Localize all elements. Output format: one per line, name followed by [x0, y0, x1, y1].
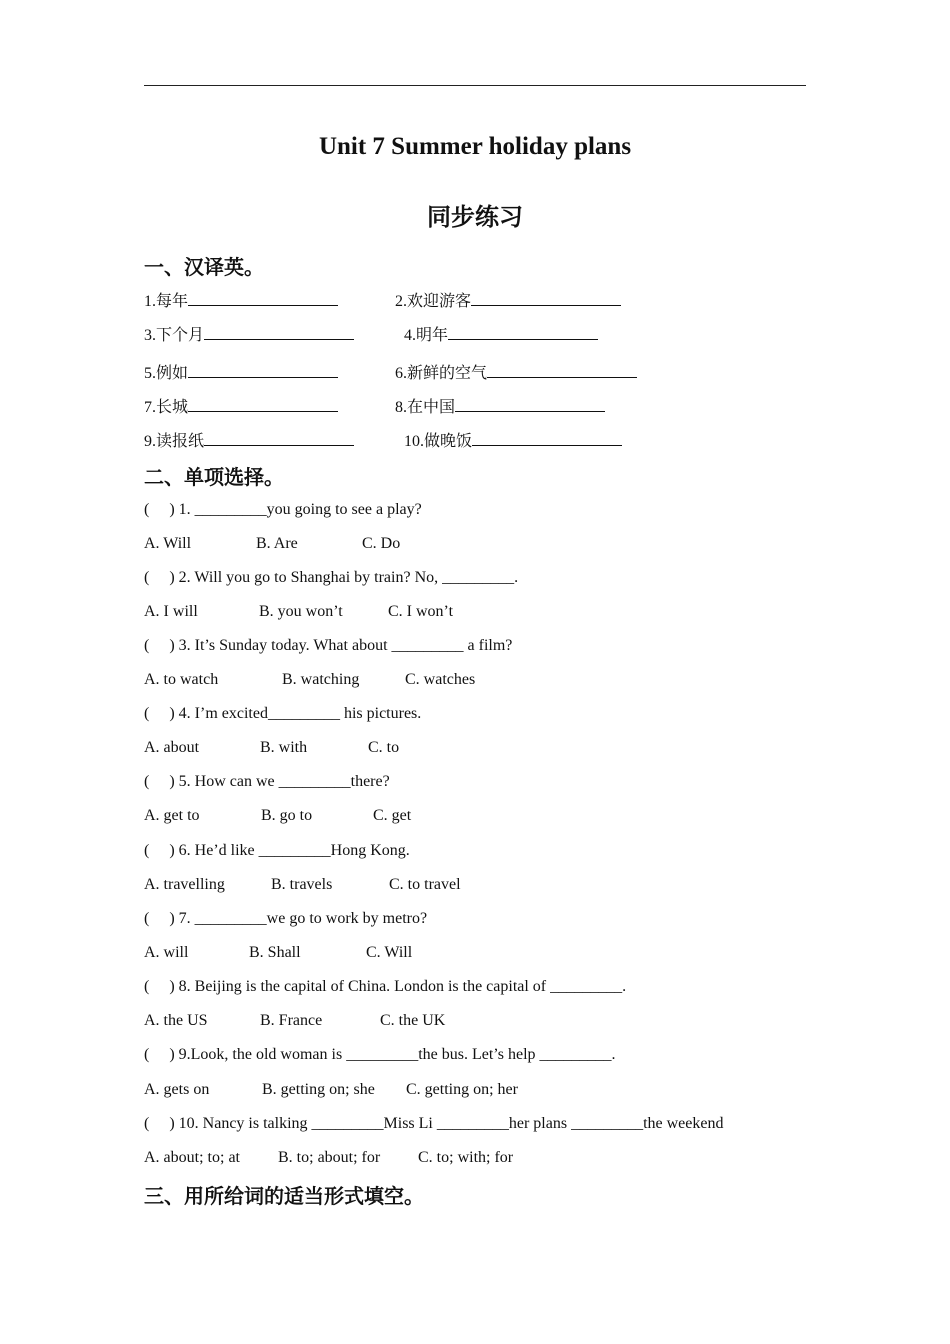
option-a[interactable]: A. I will	[144, 603, 198, 620]
option-b[interactable]: B. watching	[282, 671, 360, 688]
section-heading-fill-in: 三、用所给词的适当形式填空。	[144, 1184, 424, 1208]
question-5: ( ) 5. How can we _________there?	[144, 773, 390, 790]
option-c[interactable]: C. I won’t	[388, 603, 454, 620]
answer-blank[interactable]	[204, 323, 354, 340]
section-heading-translation: 一、汉译英。	[144, 255, 264, 279]
question-8: ( ) 8. Beijing is the capital of China. London is the capital of _________.	[144, 978, 627, 995]
translation-item: 2.欢迎游客	[395, 289, 621, 312]
translation-item: 8.在中国	[395, 395, 605, 418]
answer-blank[interactable]	[188, 289, 338, 306]
option-a[interactable]: A. get to	[144, 807, 200, 824]
option-c[interactable]: C. watches	[405, 671, 476, 688]
translation-item: 6.新鲜的空气	[395, 361, 637, 384]
option-b[interactable]: B. Are	[256, 535, 298, 552]
option-c[interactable]: C. to; with; for	[418, 1149, 514, 1166]
question-10: ( ) 10. Nancy is talking _________Miss Li _________her plans _________the weekend	[144, 1115, 724, 1132]
option-c[interactable]: C. getting on; her	[406, 1081, 518, 1098]
option-b[interactable]: B. Shall	[249, 944, 301, 961]
option-b[interactable]: B. with	[260, 739, 308, 756]
answer-blank[interactable]	[204, 429, 354, 446]
translation-item: 9.读报纸	[144, 429, 354, 452]
translation-item: 1.每年	[144, 289, 338, 312]
option-b[interactable]: B. getting on; she	[262, 1081, 375, 1098]
translation-item: 10.做晚饭	[404, 429, 622, 452]
answer-blank[interactable]	[455, 395, 605, 412]
option-a[interactable]: A. about; to; at	[144, 1149, 240, 1166]
translation-item: 5.例如	[144, 361, 338, 384]
question-4: ( ) 4. I’m excited_________ his pictures.	[144, 705, 422, 722]
option-c[interactable]: C. Will	[366, 944, 413, 961]
option-b[interactable]: B. go to	[261, 807, 313, 824]
option-c[interactable]: C. get	[373, 807, 412, 824]
option-a[interactable]: A. Will	[144, 535, 192, 552]
question-2: ( ) 2. Will you go to Shanghai by train? No, _________.	[144, 569, 519, 586]
answer-blank[interactable]	[487, 361, 637, 378]
translation-item: 7.长城	[144, 395, 338, 418]
option-b[interactable]: B. travels	[271, 876, 333, 893]
question-1: ( ) 1. _________you going to see a play?	[144, 501, 422, 518]
option-b[interactable]: B. you won’t	[259, 603, 343, 620]
translation-item: 3.下个月	[144, 323, 354, 346]
worksheet-title: Unit 7 Summer holiday plans	[318, 133, 632, 160]
option-a[interactable]: A. to watch	[144, 671, 219, 688]
answer-blank[interactable]	[471, 289, 621, 306]
option-a[interactable]: A. will	[144, 944, 189, 961]
header-rule	[144, 85, 806, 86]
option-c[interactable]: C. to travel	[389, 876, 461, 893]
option-c[interactable]: C. to	[368, 739, 400, 756]
option-a[interactable]: A. gets on	[144, 1081, 210, 1098]
question-9: ( ) 9.Look, the old woman is _________the bus. Let’s help _________.	[144, 1046, 616, 1063]
question-3: ( ) 3. It’s Sunday today. What about _________ a film?	[144, 637, 513, 654]
option-a[interactable]: A. the US	[144, 1012, 208, 1029]
option-c[interactable]: C. Do	[362, 535, 401, 552]
option-c[interactable]: C. the UK	[380, 1012, 446, 1029]
answer-blank[interactable]	[448, 323, 598, 340]
option-a[interactable]: A. travelling	[144, 876, 225, 893]
worksheet-subtitle: 同步练习	[427, 203, 523, 231]
answer-blank[interactable]	[188, 395, 338, 412]
answer-blank[interactable]	[188, 361, 338, 378]
option-a[interactable]: A. about	[144, 739, 200, 756]
question-7: ( ) 7. _________we go to work by metro?	[144, 910, 428, 927]
question-6: ( ) 6. He’d like _________Hong Kong.	[144, 842, 410, 859]
section-heading-multiple-choice: 二、单项选择。	[144, 465, 284, 489]
option-b[interactable]: B. France	[260, 1012, 323, 1029]
translation-item: 4.明年	[404, 323, 598, 346]
answer-blank[interactable]	[472, 429, 622, 446]
option-b[interactable]: B. to; about; for	[278, 1149, 381, 1166]
